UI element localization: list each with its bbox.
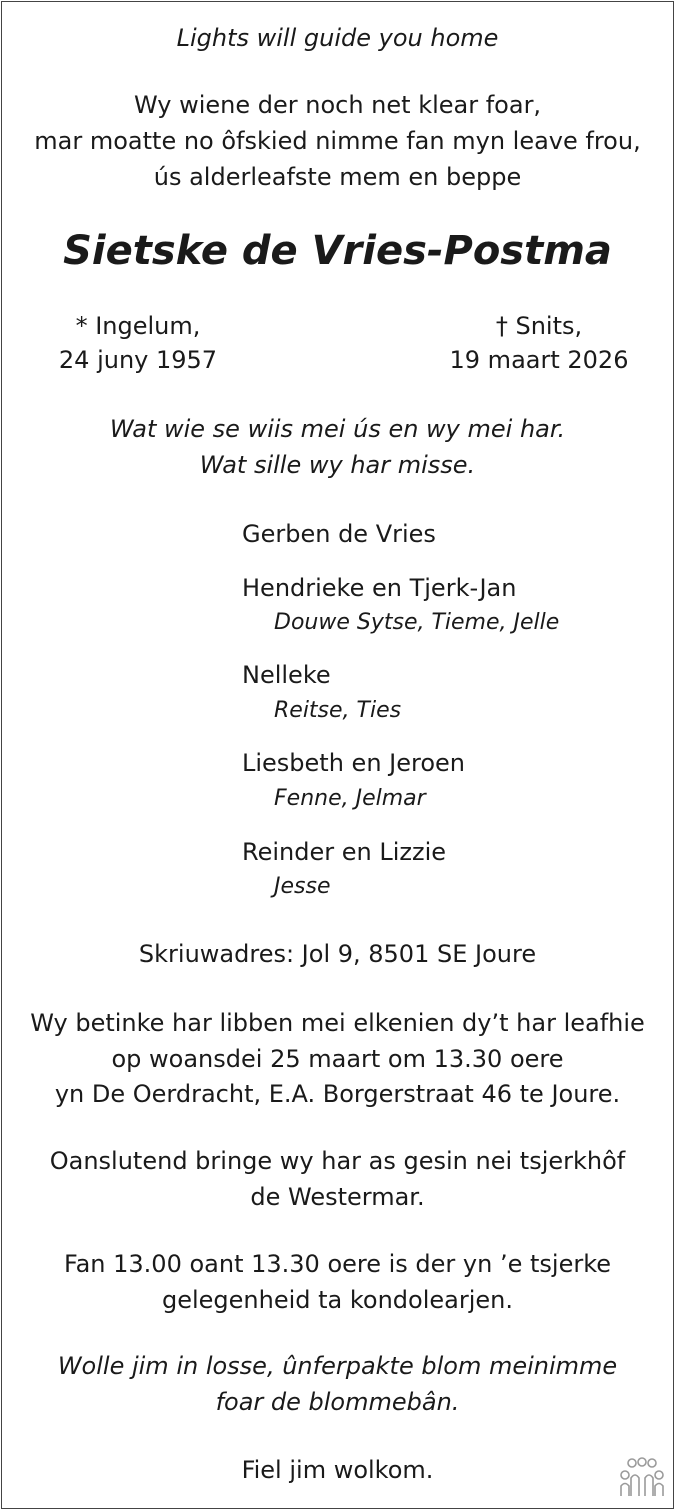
ceremony-line-3: yn De Oerdracht, E.A. Borgerstraat 46 te Joure. [54,1080,621,1108]
family-member-children: Reitse, Ties [274,698,402,723]
deceased-name: Sietske de Vries-Postma [63,228,612,274]
welcome-note: Fiel jim wolkom. [241,1456,434,1484]
intro-line-2: mar moatte no ôfskied nimme fan myn leave frou, [34,127,641,155]
quote-line-1: Wat wie se wiis mei ús en wy mei har. [109,415,566,443]
condolence-line-1: Fan 13.00 oant 13.30 oere is der yn ’e tsjerke [63,1250,612,1278]
birth-place: * Ingelum, [75,312,201,340]
death-place: † Snits, [495,312,583,340]
flowers-line-1: Wolle jim in losse, ûnferpakte blom meinimme [57,1352,618,1380]
family-member-names: Nelleke [242,661,331,689]
family-member-names: Liesbeth en Jeroen [242,749,466,777]
family-member-names: Hendrieke en Tjerk-Jan [242,574,517,602]
birth-date: 24 juny 1957 [58,346,218,374]
intro-line-1: Wy wiene der noch net klear foar, [133,91,542,119]
quote-line-2: Wat sille wy har misse. [199,451,476,479]
family-member-children: Jesse [274,874,331,899]
burial-line-2: de Westermar. [250,1183,425,1211]
motto: Lights will guide you home [176,24,499,52]
family-member-children: Douwe Sytse, Tieme, Jelle [274,610,560,635]
family-spouse: Gerben de Vries [242,520,436,548]
death-date: 19 maart 2026 [449,346,629,374]
postal-address: Skriuwadres: Jol 9, 8501 SE Joure [138,940,537,968]
ceremony-line-2: op woansdei 25 maart om 13.30 oere [111,1045,564,1073]
family-member-names: Reinder en Lizzie [242,838,447,866]
people-group-icon [618,1456,666,1498]
family-member-children: Fenne, Jelmar [274,786,426,811]
intro-line-3: ús alderleafste mem en beppe [153,163,522,191]
burial-line-1: Oanslutend bringe wy har as gesin nei tsjerkhôf [49,1147,626,1175]
ceremony-line-1: Wy betinke har libben mei elkenien dy’t har leafhie [30,1009,645,1037]
flowers-line-2: foar de blommebân. [215,1388,460,1416]
condolence-line-2: gelegenheid ta kondolearjen. [161,1286,514,1314]
